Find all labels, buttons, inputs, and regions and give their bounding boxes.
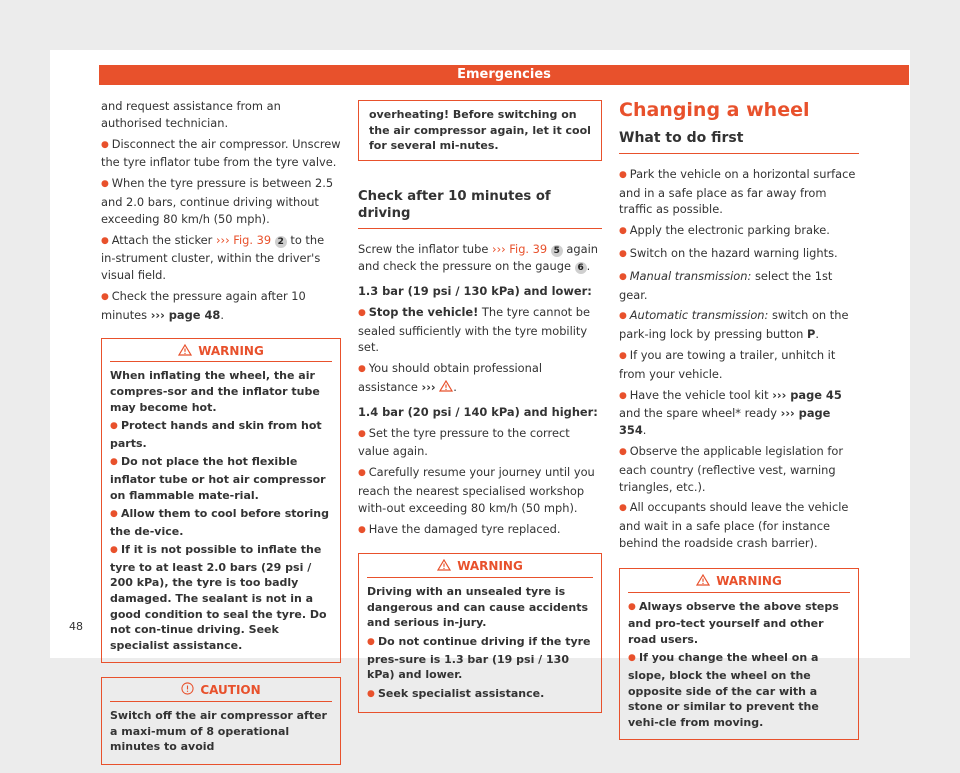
warning-title <box>367 554 593 578</box>
warning-title <box>110 339 332 363</box>
button-label-p: P <box>807 327 816 342</box>
warning-body <box>359 578 601 712</box>
emphasis: Stop the vehicle! <box>368 304 479 319</box>
manual-page <box>50 50 910 754</box>
bullet-item: ● Disconnect the air compressor. Unscrew the tyre inflator tube from the tyre valve. <box>101 136 341 172</box>
column-left <box>101 98 341 773</box>
bullet-item: ● Switch on the hazard warning lights. <box>619 245 859 264</box>
text: . <box>815 327 819 342</box>
caution-label: CAUTION <box>200 683 261 698</box>
warning-box <box>101 338 341 664</box>
warning-body <box>620 593 858 740</box>
bullet-item: ● When the tyre pressure is between 2.5 and 2.0 bars, continue driving without exceeding 80 km/h (50 mph). <box>101 175 341 227</box>
warning-title <box>628 569 850 593</box>
bullet-item: ● Apply the electronic parking brake. <box>619 222 859 241</box>
caution-box <box>101 677 341 765</box>
warning-bullet: ● If you change the wheel on a slope, block the wheel on the opposite side of the car with a stone or similar to prevent the vehi-cle from moving. <box>628 650 850 730</box>
callout-number: 6 <box>575 262 587 274</box>
warning-text: Driving with an unsealed tyre is dangerous and can cause accidents and serious in-jury. <box>367 585 589 630</box>
bullet-item <box>358 304 602 356</box>
warning-triangle-icon <box>696 574 710 586</box>
text: Screw the inflator tube <box>358 242 493 257</box>
warning-bullet: ● Seek specialist assistance. <box>367 686 593 704</box>
bullet-item: ● You should obtain professional assistance ››› . <box>358 360 602 396</box>
bullet-item <box>101 232 341 284</box>
info-circle-icon <box>181 682 194 695</box>
warning-bullet: ● Do not place the hot flexible inflator tube or hot air compressor on flammable mate-rial. <box>110 454 332 503</box>
caution-body: overheating! Before switching on the air compressor again, let it cool for several mi-nutes. <box>369 108 591 153</box>
bullet-item: ● Park the vehicle on a horizontal surface and in a safe place as far away from traffic as possible. <box>619 166 859 218</box>
warning-bullet: ● Always observe the above steps and pro-tect yourself and other road users. <box>628 599 850 648</box>
page-header: Emergencies <box>99 65 909 85</box>
warning-box <box>619 568 859 741</box>
caution-text: Switch off the air compressor after a maxi-mum of 8 operational minutes to avoid <box>110 709 327 754</box>
text: . <box>642 423 647 438</box>
warning-bullet: ● Allow them to cool before storing the de-vice. <box>110 506 332 539</box>
warning-text: When inflating the wheel, the air compres-sor and the inflator tube may become hot. <box>110 369 320 414</box>
emphasis: Automatic transmission: <box>629 308 769 323</box>
warning-label: WARNING <box>457 559 523 574</box>
warning-bullet: ● Do not continue driving if the tyre pres-sure is 1.3 bar (19 psi / 130 kPa) and lower. <box>367 634 593 683</box>
text: and the spare wheel* ready <box>619 406 781 421</box>
figure-link[interactable]: ››› Fig. 39 <box>492 242 548 257</box>
warning-body <box>102 362 340 662</box>
warning-label: WARNING <box>198 343 264 358</box>
warning-label: WARNING <box>716 573 782 588</box>
warning-triangle-icon <box>178 344 192 356</box>
bullet-item: ● If you are towing a trailer, unhitch it from your vehicle. <box>619 347 859 383</box>
text: Check the pressure again after 10 minutes <box>101 288 306 322</box>
paragraph <box>358 241 602 275</box>
emphasis: Manual transmission: <box>629 268 752 283</box>
text: You should obtain professional assistance <box>358 361 542 394</box>
bullet-item <box>619 268 859 304</box>
section-heading: What to do first <box>619 128 859 154</box>
subheading: 1.3 bar (19 psi / 130 kPa) and lower: <box>358 283 592 298</box>
callout-number: 5 <box>551 245 563 257</box>
text: Have the vehicle tool kit <box>629 387 773 402</box>
text: The tyre cannot be sealed sufficiently with the tyre mobility set. <box>358 304 590 355</box>
text: Attach the sticker <box>111 232 216 247</box>
text: to the in-strument cluster, within the driver's visual field. <box>101 232 325 283</box>
text: . <box>220 307 224 322</box>
bullet-item: ● Carefully resume your journey until you reach the nearest specialised workshop with-out exceeding 80 km/h (50 mph). <box>358 464 602 516</box>
page-link[interactable]: ››› page 48 <box>150 307 221 322</box>
text: switch on the park-ing lock by pressing button <box>619 308 849 342</box>
bullet-item <box>619 387 859 439</box>
column-right <box>619 98 859 748</box>
text: select the 1st gear. <box>619 268 833 302</box>
bullet-item <box>101 288 341 324</box>
warning-triangle-icon <box>439 380 453 392</box>
page-link[interactable]: ››› page 45 <box>772 387 842 402</box>
page-number: 48 <box>69 620 83 633</box>
page-link[interactable]: ››› page 354 <box>619 406 831 438</box>
subheading: 1.4 bar (20 psi / 140 kPa) and higher: <box>358 404 598 419</box>
callout-number: 2 <box>275 236 287 248</box>
caution-body <box>102 702 340 764</box>
text: . <box>586 259 591 274</box>
chapter-title: Changing a wheel <box>619 99 810 121</box>
warning-bullet: ● If it is not possible to inflate the tyre to at least 2.0 bars (29 psi / 200 kPa), the tyre is too badly damaged. The sealant is not in a good condition to seal the tyre. Do not con-tinue driving. Seek specialist assistance. <box>110 542 332 653</box>
text: again and check the pressure on the gauge <box>358 242 598 274</box>
figure-link[interactable]: ››› Fig. 39 <box>215 232 272 247</box>
caution-box-continued <box>358 100 602 161</box>
warning-triangle-icon <box>437 559 451 571</box>
bullet-item: ● Observe the applicable legislation for each country (reflective vest, warning triangles, etc.). <box>619 443 859 495</box>
page-link[interactable]: ››› <box>421 379 436 394</box>
warning-box <box>358 553 602 713</box>
bullet-item <box>619 307 859 343</box>
warning-bullet: ● Protect hands and skin from hot parts. <box>110 418 332 451</box>
bullet-item: ● Set the tyre pressure to the correct value again. <box>358 425 602 461</box>
bullet-item: ● All occupants should leave the vehicle and wait in a safe place (for instance behind the roadside crash barrier). <box>619 499 859 551</box>
bullet-item: ● Have the damaged tyre replaced. <box>358 521 602 540</box>
caution-title <box>110 678 332 702</box>
paragraph: and request assistance from an authorised technician. <box>101 99 281 130</box>
section-heading: Check after 10 minutes of driving <box>358 181 602 230</box>
column-middle <box>358 98 602 721</box>
